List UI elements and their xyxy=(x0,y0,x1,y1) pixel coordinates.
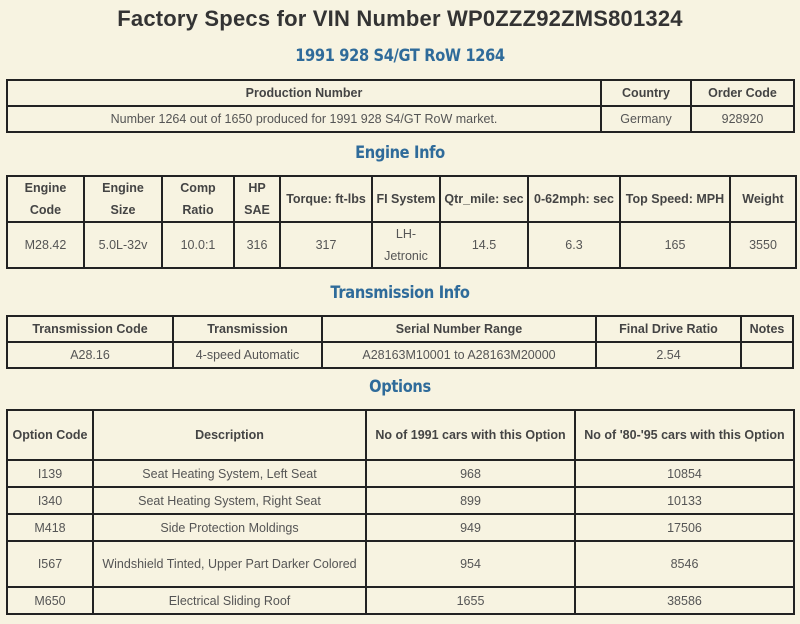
col-count-1991: No of 1991 cars with this Option xyxy=(366,410,575,460)
option-count-1991-cell: 1655 xyxy=(366,587,575,614)
option-count-1991-cell: 954 xyxy=(366,541,575,587)
option-description-cell: Seat Heating System, Left Seat xyxy=(93,460,366,487)
option-code-cell: M418 xyxy=(7,514,93,541)
model-heading: 1991 928 S4/GT RoW 1264 xyxy=(295,46,505,66)
order-code-cell: 928920 xyxy=(691,106,794,132)
table-row xyxy=(7,342,793,368)
option-count-80-95-cell: 38586 xyxy=(575,587,794,614)
col-production-number: Production Number xyxy=(7,80,601,106)
transmission-table xyxy=(6,315,794,369)
table-row xyxy=(7,222,796,268)
hp-sae-cell: 316 xyxy=(234,222,280,268)
table-row xyxy=(7,514,794,541)
option-count-1991-cell: 968 xyxy=(366,460,575,487)
table-row xyxy=(7,460,794,487)
transmission-code-cell: A28.16 xyxy=(7,342,173,368)
col-top-speed: Top Speed: MPH xyxy=(620,176,730,222)
final-drive-cell: 2.54 xyxy=(596,342,741,368)
col-transmission: Transmission xyxy=(173,316,322,342)
col-engine-size: Engine Size xyxy=(84,176,162,222)
notes-cell xyxy=(741,342,793,368)
table-row xyxy=(7,106,794,132)
option-code-cell: I340 xyxy=(7,487,93,514)
options-table xyxy=(6,409,795,615)
option-description-cell: Electrical Sliding Roof xyxy=(93,587,366,614)
col-option-code: Option Code xyxy=(7,410,93,460)
engine-size-cell: 5.0L-32v xyxy=(84,222,162,268)
option-code-cell: M650 xyxy=(7,587,93,614)
page-title: Factory Specs for VIN Number WP0ZZZ92ZMS801324 xyxy=(117,6,683,31)
table-row xyxy=(7,541,794,587)
serial-range-cell: A28163M10001 to A28163M20000 xyxy=(322,342,596,368)
col-count-80-95: No of '80-'95 cars with this Option xyxy=(575,410,794,460)
production-table xyxy=(6,79,795,133)
col-torque: Torque: ft-lbs xyxy=(280,176,372,222)
col-weight: Weight xyxy=(730,176,796,222)
engine-heading: Engine Info xyxy=(355,143,445,163)
option-count-80-95-cell: 10133 xyxy=(575,487,794,514)
top-speed-cell: 165 xyxy=(620,222,730,268)
production-number-cell: Number 1264 out of 1650 produced for 1991 928 S4/GT RoW market. xyxy=(7,106,601,132)
option-description-cell: Seat Heating System, Right Seat xyxy=(93,487,366,514)
col-qtr-mile: Qtr_mile: sec xyxy=(440,176,528,222)
option-count-80-95-cell: 17506 xyxy=(575,514,794,541)
col-country: Country xyxy=(601,80,691,106)
table-header-row xyxy=(7,316,793,342)
option-count-80-95-cell: 10854 xyxy=(575,460,794,487)
col-order-code: Order Code xyxy=(691,80,794,106)
table-row xyxy=(7,487,794,514)
option-description-cell: Windshield Tinted, Upper Part Darker Colored xyxy=(93,541,366,587)
table-header-row xyxy=(7,410,794,460)
option-code-cell: I567 xyxy=(7,541,93,587)
0-62mph-cell: 6.3 xyxy=(528,222,620,268)
table-header-row xyxy=(7,176,796,222)
option-count-1991-cell: 949 xyxy=(366,514,575,541)
options-heading: Options xyxy=(369,377,431,397)
col-serial-range: Serial Number Range xyxy=(322,316,596,342)
table-row xyxy=(7,587,794,614)
engine-table xyxy=(6,175,797,269)
col-engine-code: Engine Code xyxy=(7,176,84,222)
col-description: Description xyxy=(93,410,366,460)
transmission-cell: 4-speed Automatic xyxy=(173,342,322,368)
qtr-mile-cell: 14.5 xyxy=(440,222,528,268)
comp-ratio-cell: 10.0:1 xyxy=(162,222,234,268)
option-description-cell: Side Protection Moldings xyxy=(93,514,366,541)
col-notes: Notes xyxy=(741,316,793,342)
weight-cell: 3550 xyxy=(730,222,796,268)
country-cell: Germany xyxy=(601,106,691,132)
engine-code-cell: M28.42 xyxy=(7,222,84,268)
col-comp-ratio: Comp Ratio xyxy=(162,176,234,222)
torque-cell: 317 xyxy=(280,222,372,268)
option-count-1991-cell: 899 xyxy=(366,487,575,514)
option-count-80-95-cell: 8546 xyxy=(575,541,794,587)
col-0-62mph: 0-62mph: sec xyxy=(528,176,620,222)
fi-system-cell: LH-Jetronic xyxy=(372,222,440,268)
col-final-drive: Final Drive Ratio xyxy=(596,316,741,342)
col-fi-system: FI System xyxy=(372,176,440,222)
option-code-cell: I139 xyxy=(7,460,93,487)
col-transmission-code: Transmission Code xyxy=(7,316,173,342)
transmission-heading: Transmission Info xyxy=(330,283,470,303)
col-hp-sae: HP SAE xyxy=(234,176,280,222)
table-header-row xyxy=(7,80,794,106)
